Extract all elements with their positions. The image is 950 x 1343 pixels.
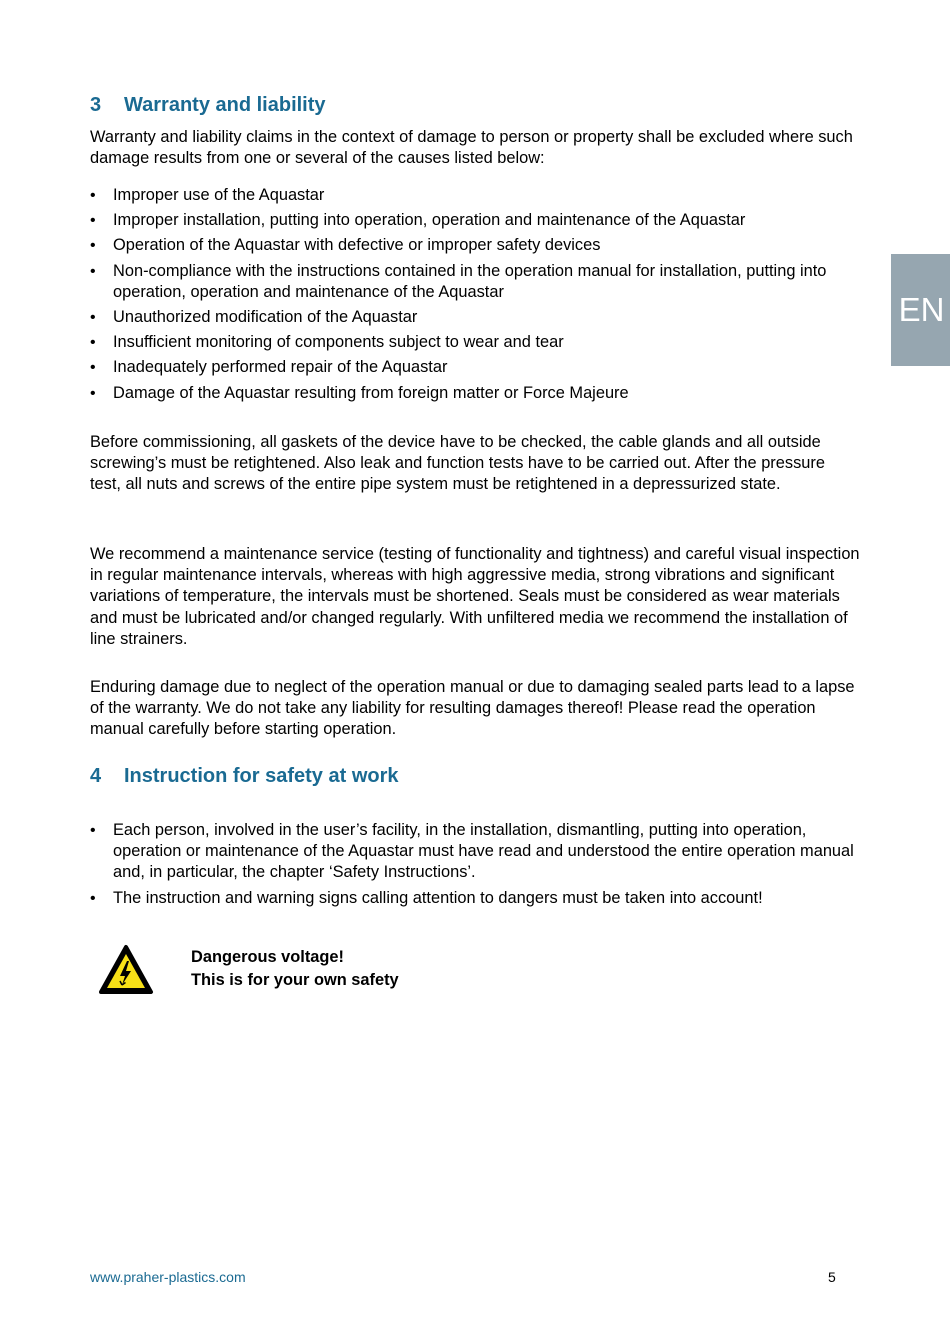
warranty-exclusion-list bbox=[90, 185, 860, 408]
footer-website-link[interactable]: www.praher-plastics.com bbox=[90, 1269, 246, 1285]
commissioning-paragraph: Before commissioning, all gaskets of the device have to be checked, the cable glands and all outside screwing’s must be retightened. Also leak and function tests have to be carried out. After the pressure test, all nuts and screws of the entire pipe system must be retightened in a depressurized state. bbox=[90, 433, 825, 494]
warning-subtitle: This is for your own safety bbox=[191, 971, 399, 989]
section-3-number: 3 bbox=[90, 94, 102, 116]
warranty-lapse-paragraph: Enduring damage due to neglect of the operation manual or due to damaging sealed parts lead to a lapse of the warranty. We do not take any liability for resulting damages thereof! Please read the operation manual carefully before starting operation. bbox=[90, 678, 855, 739]
section-3-title: Warranty and liability bbox=[124, 94, 326, 116]
list-item: • Damage of the Aquastar resulting from foreign matter or Force Majeure bbox=[90, 383, 860, 404]
list-item: • Inadequately performed repair of the Aquastar bbox=[90, 357, 860, 378]
high-voltage-warning-icon bbox=[98, 944, 154, 996]
list-item: • The instruction and warning signs calling attention to dangers must be taken into account! bbox=[90, 888, 860, 909]
section-3-heading bbox=[90, 91, 326, 119]
language-tab[interactable] bbox=[891, 254, 950, 366]
list-item: • Insufficient monitoring of components subject to wear and tear bbox=[90, 332, 860, 353]
maintenance-paragraph: We recommend a maintenance service (testing of functionality and tightness) and careful visual inspection in regular maintenance intervals, whereas with high aggressive media, strong vibrations and significant variations of temperature, the intervals must be shortened. Seals must be considered as wear materials and must be lubricated and/or changed regularly. With unfiltered media we recommend the installation of line strainers. bbox=[90, 545, 860, 648]
language-tab-label: EN bbox=[898, 291, 945, 328]
warning-notice bbox=[98, 944, 598, 1004]
page-number: 5 bbox=[828, 1269, 836, 1285]
section-4-heading bbox=[90, 762, 399, 790]
list-item: • Improper installation, putting into operation, operation and maintenance of the Aquastar bbox=[90, 210, 860, 231]
section-3-intro: Warranty and liability claims in the context of damage to person or property shall be excluded where such damage results from one or several of the causes listed below: bbox=[90, 128, 853, 168]
section-4-title: Instruction for safety at work bbox=[124, 765, 399, 787]
warning-title: Dangerous voltage! bbox=[191, 948, 345, 966]
list-item: • Each person, involved in the user’s facility, in the installation, dismantling, putting into operation, operation or maintenance of the Aquastar must have read and understood the entire operation manual and, in particular, the chapter ‘Safety Instructions’. bbox=[90, 820, 860, 884]
section-4-number: 4 bbox=[90, 765, 102, 787]
list-item: • Operation of the Aquastar with defective or improper safety devices bbox=[90, 235, 860, 256]
warning-text bbox=[191, 946, 399, 992]
list-item: • Non-compliance with the instructions contained in the operation manual for installation, putting into operation, operation and maintenance of the Aquastar bbox=[90, 261, 860, 303]
list-item: • Improper use of the Aquastar bbox=[90, 185, 860, 206]
safety-instruction-list bbox=[90, 820, 860, 913]
list-item: • Unauthorized modification of the Aquastar bbox=[90, 307, 860, 328]
